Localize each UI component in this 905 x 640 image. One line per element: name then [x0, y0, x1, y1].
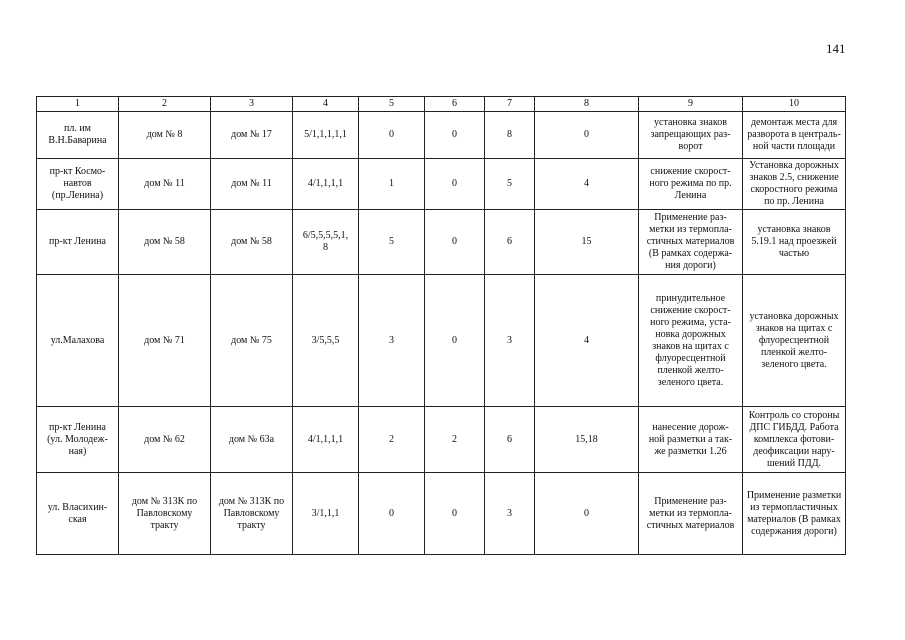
column-number: 1 [37, 97, 119, 112]
cell-text: 3/5,5,5 [311, 334, 340, 346]
accidents-cell [293, 210, 359, 275]
col7-cell [485, 112, 535, 159]
cell-text: 2 [389, 433, 394, 445]
col7-cell [485, 473, 535, 555]
from-house-cell [119, 112, 211, 159]
cell-text: дом № 63а [228, 433, 275, 445]
column-number: 3 [211, 97, 293, 112]
measures-cell [639, 159, 743, 210]
cell-text: 6/5,5,5,5,1, 8 [302, 230, 349, 253]
col6-cell [425, 473, 485, 555]
to-house-cell [211, 159, 293, 210]
col7-cell [485, 210, 535, 275]
proposals-cell [743, 112, 846, 159]
proposals-cell [743, 473, 846, 555]
table-row [37, 473, 846, 555]
col6-cell [425, 407, 485, 473]
accidents-cell [293, 473, 359, 555]
street-cell [37, 210, 119, 275]
cell-text: ул.Малахова [50, 334, 105, 346]
col7-cell [485, 407, 535, 473]
cell-text: дом № 58 [231, 236, 272, 247]
column-number: 2 [119, 97, 211, 112]
cell-text: дом № 313К по Павловскому тракту [131, 495, 198, 531]
from-house-cell [119, 473, 211, 555]
col5-cell [359, 112, 425, 159]
cell-text: дом № 313К по Павловскому тракту [218, 495, 285, 531]
col8-cell [535, 210, 639, 275]
cell-text: 5 [389, 236, 394, 247]
cell-text: Применение раз- метки из термопла- стичных материалов (В рамках содержа- ния дороги) [646, 212, 735, 271]
street-cell [37, 275, 119, 407]
to-house-cell [211, 275, 293, 407]
table-row [37, 112, 846, 159]
cell-text: 3 [507, 334, 512, 346]
column-number: 8 [535, 97, 639, 112]
cell-text: дом № 11 [144, 178, 185, 189]
accident-sites-table [36, 96, 846, 555]
cell-text: Применение раз- метки из термопла- стичных материалов [646, 495, 735, 531]
cell-text: 5 [507, 178, 512, 189]
accidents-cell [293, 407, 359, 473]
column-number: 9 [639, 97, 743, 112]
cell-text: 5/1,1,1,1,1 [304, 129, 347, 140]
cell-text: Установка дорожных знаков 2.5, снижение скоростного режима по пр. Ленина [749, 160, 839, 207]
proposals-cell [743, 210, 846, 275]
cell-text: 0 [584, 507, 589, 519]
proposals-cell [743, 275, 846, 407]
col6-cell [425, 275, 485, 407]
accidents-cell [293, 159, 359, 210]
accidents-cell [293, 275, 359, 407]
cell-text: ул. Власихин- ская [47, 501, 108, 525]
col8-cell [535, 407, 639, 473]
cell-text: 4 [584, 334, 589, 346]
cell-text: демонтаж места для разворота в централь- ной части площади [747, 117, 841, 152]
cell-text: 0 [452, 334, 457, 346]
cell-text: 3/1,1,1 [311, 507, 340, 519]
column-number: 6 [425, 97, 485, 112]
to-house-cell [211, 112, 293, 159]
cell-text: 0 [389, 507, 394, 519]
cell-text: дом № 62 [144, 433, 185, 445]
col5-cell [359, 159, 425, 210]
measures-cell [639, 210, 743, 275]
cell-text: дом № 11 [231, 178, 272, 189]
cell-text: 2 [452, 433, 457, 445]
col7-cell [485, 159, 535, 210]
cell-text: 3 [389, 334, 394, 346]
cell-text: 0 [389, 129, 394, 140]
measures-cell [639, 473, 743, 555]
column-number: 7 [485, 97, 535, 112]
cell-text: дом № 58 [144, 236, 185, 247]
from-house-cell [119, 159, 211, 210]
cell-text: 0 [452, 178, 457, 189]
cell-text: 0 [452, 129, 457, 140]
cell-text: Контроль со стороны ДПС ГИБДД. Работа комплекса фотови- деофиксации нару- шений ПДД. [748, 409, 840, 469]
cell-text: нанесение дорож- ной разметки а так- же разметки 1.26 [648, 421, 733, 457]
to-house-cell [211, 210, 293, 275]
to-house-cell [211, 473, 293, 555]
cell-text: 6 [507, 433, 512, 445]
col6-cell [425, 112, 485, 159]
cell-text: 0 [584, 129, 589, 140]
accidents-cell [293, 112, 359, 159]
cell-text: дом № 71 [144, 334, 185, 346]
col8-cell [535, 159, 639, 210]
col5-cell [359, 275, 425, 407]
column-number: 10 [743, 97, 846, 112]
cell-text: дом № 17 [231, 129, 272, 140]
col7-cell [485, 275, 535, 407]
table-row [37, 159, 846, 210]
measures-cell [639, 275, 743, 407]
cell-text: 4/1,1,1,1 [307, 178, 344, 189]
cell-text: снижение скорост- ного режима по пр. Ленина [649, 166, 732, 201]
cell-text: пр-кт Космо- навтов (пр.Ленина) [49, 166, 106, 201]
street-cell [37, 473, 119, 555]
cell-text: 15 [581, 236, 592, 247]
street-cell [37, 159, 119, 210]
from-house-cell [119, 275, 211, 407]
col8-cell [535, 473, 639, 555]
table-row [37, 407, 846, 473]
cell-text: принудительное снижение скорост- ного режима, уста- новка дорожных знаков на щитах с флуоресцентной пленкой желто- зеленого цвета. [650, 292, 731, 388]
cell-text: установка знаков 5.19.1 над проезжей частью [751, 224, 837, 259]
cell-text: пр-кт Ленина (ул. Молодеж- ная) [47, 421, 108, 457]
measures-cell [639, 112, 743, 159]
street-cell [37, 112, 119, 159]
from-house-cell [119, 210, 211, 275]
cell-text: установка знаков запрещающих раз- ворот [650, 117, 731, 152]
col6-cell [425, 210, 485, 275]
cell-text: пр-кт Ленина [49, 236, 106, 247]
cell-text: дом № 75 [231, 334, 272, 346]
cell-text: 1 [389, 178, 394, 189]
col5-cell [359, 210, 425, 275]
cell-text: установка дорожных знаков на щитах с флуоресцентной пленкой желто- зеленого цвета. [749, 310, 839, 370]
cell-text: 4/1,1,1,1 [307, 433, 344, 445]
cell-text: 8 [507, 129, 512, 140]
page-number: 141 [826, 41, 846, 56]
street-cell [37, 407, 119, 473]
col8-cell [535, 112, 639, 159]
cell-text: пл. им В.Н.Баварина [48, 123, 107, 146]
cell-text: Применение разметки из термопластичных материалов (В рамках содержания дороги) [746, 489, 842, 537]
to-house-cell [211, 407, 293, 473]
cell-text: 3 [507, 507, 512, 519]
cell-text: 0 [452, 507, 457, 519]
col8-cell [535, 275, 639, 407]
cell-text: дом № 8 [146, 129, 183, 140]
col6-cell [425, 159, 485, 210]
from-house-cell [119, 407, 211, 473]
header-row [37, 97, 846, 112]
proposals-cell [743, 159, 846, 210]
proposals-cell [743, 407, 846, 473]
cell-text: 4 [584, 178, 589, 189]
cell-text: 6 [507, 236, 512, 247]
cell-text: 0 [452, 236, 457, 247]
col5-cell [359, 407, 425, 473]
column-number: 4 [293, 97, 359, 112]
cell-text: 15,18 [575, 433, 598, 445]
column-number: 5 [359, 97, 425, 112]
table-row [37, 210, 846, 275]
col5-cell [359, 473, 425, 555]
measures-cell [639, 407, 743, 473]
table-row [37, 275, 846, 407]
